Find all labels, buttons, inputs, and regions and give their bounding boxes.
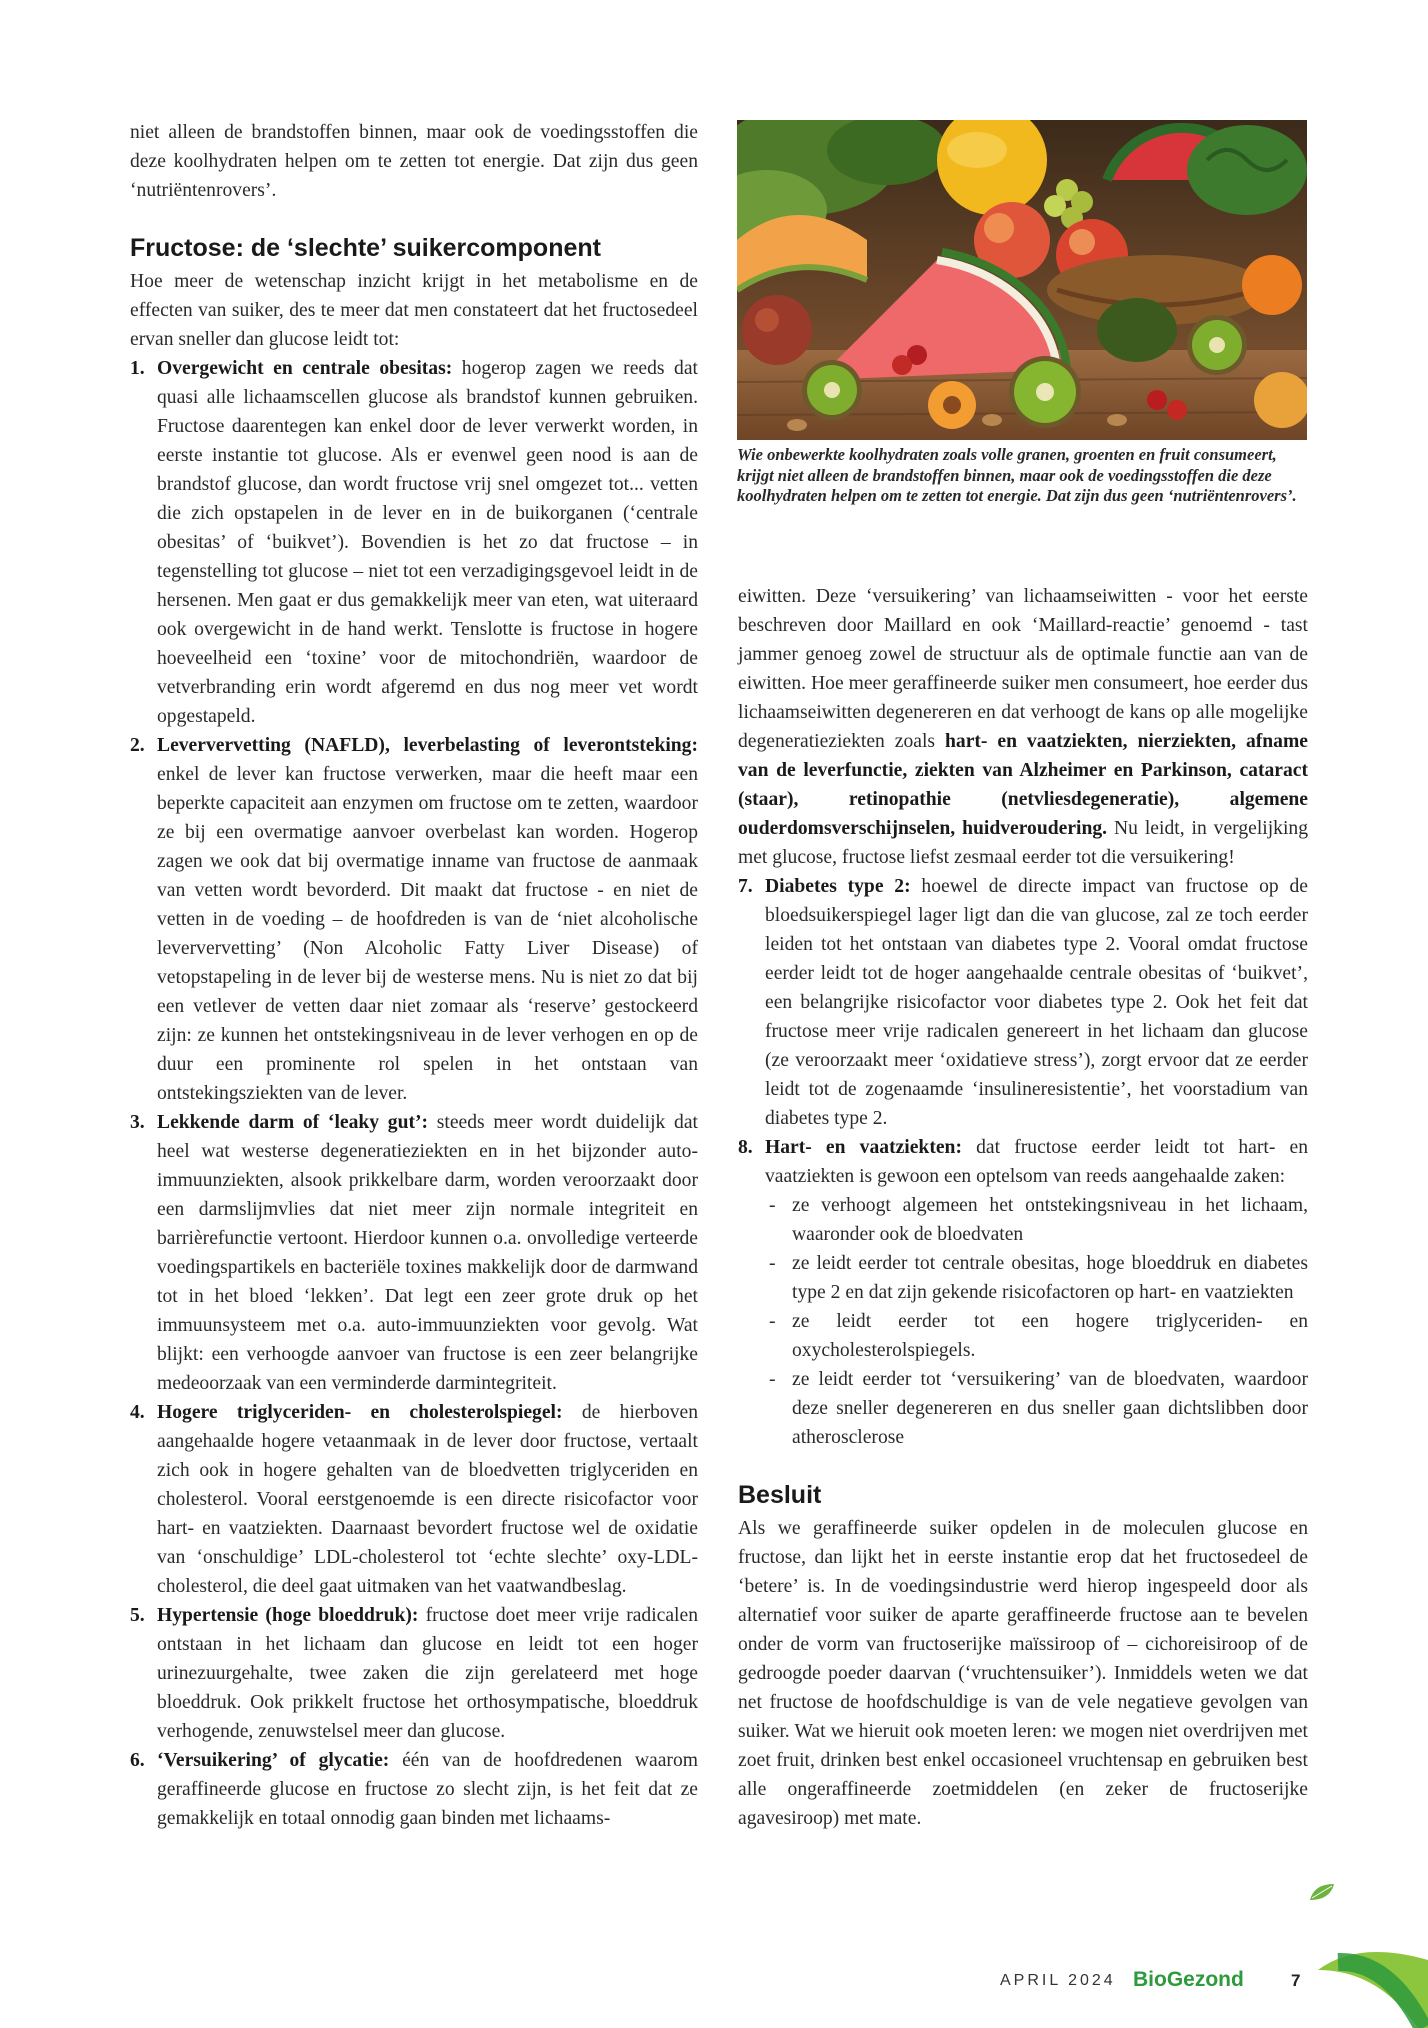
item-title: Overgewicht en centrale obesitas: (157, 358, 453, 379)
item-number: 5. (130, 1605, 145, 1626)
item-title: Hypertensie (hoge bloeddruk): (157, 1605, 419, 1626)
item-number: 8. (738, 1137, 753, 1158)
bullet-item: - ze verhoogt algemeen het ontstekingsniveau in het lichaam, waaronder ook de bloedvaten (765, 1191, 1308, 1249)
item-number: 4. (130, 1402, 145, 1423)
item-number: 2. (130, 735, 145, 756)
item-number: 3. (130, 1112, 145, 1133)
list-item (130, 731, 698, 1108)
list-item (130, 1108, 698, 1398)
bullet-item: - ze leidt eerder tot een hogere triglyceriden- en oxycholesterolspiegels. (765, 1307, 1308, 1365)
leaf-icon (1308, 1882, 1336, 1902)
intro-paragraph: niet alleen de brandstoffen binnen, maar ook de voedingsstoffen die deze koolhydraten helpen om te zetten tot energie. Dat zijn dus geen ‘nutriëntenrovers’. (130, 122, 698, 201)
item-title: ‘Versuikering’ of glycatie: (157, 1750, 390, 1771)
item-title: Hogere triglyceriden- en cholesterolspiegel: (157, 1402, 563, 1423)
section-heading-fructose: Fructose: de ‘slechte’ suikercomponent (130, 234, 601, 262)
list-item (738, 872, 1308, 1133)
conclusion-paragraph: Als we geraffineerde suiker opdelen in de moleculen glucose en fructose, dan lijkt het in eerste instantie erop dat het fructosedeel de ‘betere’ is. In de voedingsindustrie werd hierop ingespeeld door als alternatief voor suiker de aparte geraffineerde fructose aan te bevelen onder de vorm van fructoserijke maïssiroop of – cichoreisiroop of de gedroogde poeder daarvan (‘vruchtensuiker’). Inmiddels weten we dat net fructose de hoofdschuldige is van de vele negatieve gevolgen van suiker. Wat we hieruit ook moeten leren: we mogen niet overdrijven met zoet fruit, drinken best enkel occasioneel vruchtensap en gebruiken best alle ongeraffineerde zoetmiddelen (en zeker de fructoserijke agavesiroop) met mate. (738, 1518, 1308, 1829)
numbered-list-continued (738, 872, 1308, 1452)
item-text: enkel de lever kan fructose verwerken, maar die heeft maar een beperkte capaciteit aan enzymen om fructose om te zetten, waardoor ze bij een overmatige aanvoer overbelast kan worden. Hogerop zagen we ook dat bij overmatige inname van fructose de aanmaak van vetten wordt bevorderd. Dit maakt dat fructose - en niet de vetten in de voeding – de hoofdreden is van de ‘niet alcoholische leververvetting’ (Non Alcoholic Fatty Liver Disease) of vetopstapeling in de lever bij de westerse mens. Nu is niet zo dat bij een vetlever de vetten daar niet zomaar als ‘reserve’ gestockeerd zijn: ze kunnen het ontstekingsniveau in de lever verhogen en op de duur een prominente rol spelen in het ontstaan van ontstekingsziekten van de lever. (157, 764, 698, 1104)
item-title: Leververvetting (NAFLD), leverbelasting of leverontsteking: (157, 735, 698, 756)
continuation-text: eiwitten. Deze ‘versuikering’ van lichaamseiwitten - voor het eerste beschreven door Maillard en ook ‘Maillard-reactie’ genoemd - tast jammer genoeg zowel de structuur als de optimale functie aan van de eiwitten. Hoe meer geraffineerde suiker men consumeert, hoe eerder dus lichaamseiwitten degenereren en dat verhoogt de kans op alle mogelijke degeneratieziekten zoals (738, 586, 1308, 752)
item-text: fructose doet meer vrije radicalen ontstaan in het lichaam dan glucose en leidt tot een hoger urinezuurgehalte, twee zaken die zijn gerelateerd met hoge bloeddruk. Ook prikkelt fructose het orthosympatische, bloeddruk verhogende, zenuwstelsel meer dan glucose. (157, 1605, 698, 1742)
item-text: één van de hoofdredenen waarom geraffineerde glucose en fructose zo slecht zijn, is het feit dat ze gemakkelijk en totaal onnodig gaan binden met lichaams- (157, 1750, 698, 1829)
continuation-bold-list: hart- en vaatziekten, nierziekten, afname van de leverfunctie, ziekten van Alzheimer en Parkinson, cataract (staar), retinopathie (netvliesdegeneratie), algemene ouderdomsverschijnselen, huidveroudering. (738, 731, 1308, 839)
item-title: Lekkende darm of ‘leaky gut’: (157, 1112, 429, 1133)
brand-logo: BioGezond (1133, 1968, 1244, 1991)
fruit-photo (737, 120, 1307, 440)
fruit-illustration (737, 120, 1307, 440)
bullet-item: - ze leidt eerder tot centrale obesitas, hoge bloeddruk en diabetes type 2 en dat zijn gekende risicofactoren op hart- en vaatziekten (765, 1249, 1308, 1307)
list-item (130, 1746, 698, 1833)
list-item (738, 1133, 1308, 1452)
continuation-paragraph (738, 582, 1308, 872)
item-text: steeds meer wordt duidelijk dat heel wat westerse degeneratieziekten en in het bijzonder auto-immuunziekten, alsook prikkelbare darm, worden veroorzaakt door een darmslijmvlies dat niet meer zijn normale integriteit en barrièrefunctie vertoont. Hierdoor kunnen o.a. onvolledige verteerde voedingspartikels en bacteriële toxines makkelijk door de darmwand tot in het bloed ‘lekken’. Dat legt een zeer grote druk op het immuunsysteem met o.a. auto-immuunziekten voor gevolg. Wat blijkt: een verhoogde aanvoer van fructose is een zeer belangrijke medeoorzaak van een verminderde darmintegriteit. (157, 1112, 698, 1394)
numbered-list (130, 354, 698, 1833)
bullet-list (765, 1191, 1308, 1452)
item-title: Diabetes type 2: (765, 876, 911, 897)
corner-leaf-icon (1318, 1940, 1428, 2028)
page-footer (1000, 1968, 1300, 1998)
item-number: 1. (130, 358, 145, 379)
item-text: de hierboven aangehaalde hogere vetaanmaak in de lever door fructose, vertaalt zich ook in hogere gehalten van de bloedvetten triglyceriden en cholesterol. Vooral eerstgenoemde is een directe risicofactor voor hart- en vaatziekten. Daarnaast bevordert fructose wel de oxidatie van ‘onschuldige’ LDL-cholesterol tot ‘echte slechte’ oxy-LDL-cholesterol, die deel gaat uitmaken van het vaatwandbeslag. (157, 1402, 698, 1597)
page-number: 7 (1291, 1971, 1301, 1990)
item-number: 7. (738, 876, 753, 897)
issue-date: APRIL 2024 (1000, 1972, 1116, 1989)
item-text: hogerop zagen we reeds dat quasi alle lichaamscellen glucose als brandstof kunnen gebruiken. Fructose daarentegen kan enkel door de lever verwerkt worden, in eerste instantie tot glucose. Als er evenwel geen nood is aan de brandstof glucose, dan wordt fructose vrij snel omgezet tot... vetten die zich opstapelen in de lever en in de buikorganen (‘centrale obesitas’ of ‘buikvet’). Bovendien is het zo dat fructose – in tegenstelling tot glucose – niet tot een verzadigingsgevoel leidt in de hersenen. Men gaat er dus gemakkelijk meer van eten, wat uiteraard ook overgewicht in de hand werkt. Tenslotte is fructose in hogere hoeveelheid een ‘toxine’ voor de mitochondriën, waardoor de vetverbranding erin wordt afgeremd en dus nog meer vet wordt opgestapeld. (157, 358, 698, 727)
item-text: hoewel de directe impact van fructose op de bloedsuikerspiegel lager ligt dan die van glucose, zal ze toch eerder leiden tot het ontstaan van diabetes type 2. Vooral omdat fructose eerder leidt tot de hoger aangehaalde centrale obesitas of ‘buikvet’, een belangrijke risicofactor voor diabetes type 2. Ook het feit dat fructose meer vrije radicalen genereert in het lichaam dan glucose (ze veroorzaakt meer ‘oxidatieve stress’), zorgt ervoor dat ze eerder leidt tot de zogenaamde ‘insulineresistentie’, het voorstadium van diabetes type 2. (765, 876, 1308, 1129)
item-title: Hart- en vaatziekten: (765, 1137, 962, 1158)
photo-caption: Wie onbewerkte koolhydraten zoals volle granen, groenten en fruit consumeert, krijgt niet alleen de brandstoffen binnen, maar ook de voedingsstoffen die deze koolhydraten helpen om te zetten tot energie. Dat zijn dus geen ‘nutriëntenrovers’. (737, 445, 1297, 505)
list-item (130, 1601, 698, 1746)
item-number: 6. (130, 1750, 145, 1771)
right-column (738, 582, 1308, 1833)
left-column (130, 118, 698, 1833)
section-heading-besluit: Besluit (738, 1481, 822, 1509)
bullet-item: - ze leidt eerder tot ‘versuikering’ van de bloedvaten, waardoor deze sneller degenereren en dus sneller gaan dichtslibben door atherosclerose (765, 1365, 1308, 1452)
list-item (130, 354, 698, 731)
continuation-tail: Nu leidt, in vergelijking met glucose, fructose liefst zesmaal eerder tot die versuikering! (738, 818, 1308, 868)
section-intro: Hoe meer de wetenschap inzicht krijgt in het metabolisme en de effecten van suiker, des te meer dat men constateert dat het fructosedeel ervan sneller dan glucose leidt tot: (130, 271, 698, 350)
list-item (130, 1398, 698, 1601)
item-text: dat fructose eerder leidt tot hart- en vaatziekten is gewoon een optelsom van reeds aangehaalde zaken: (765, 1137, 1309, 1187)
